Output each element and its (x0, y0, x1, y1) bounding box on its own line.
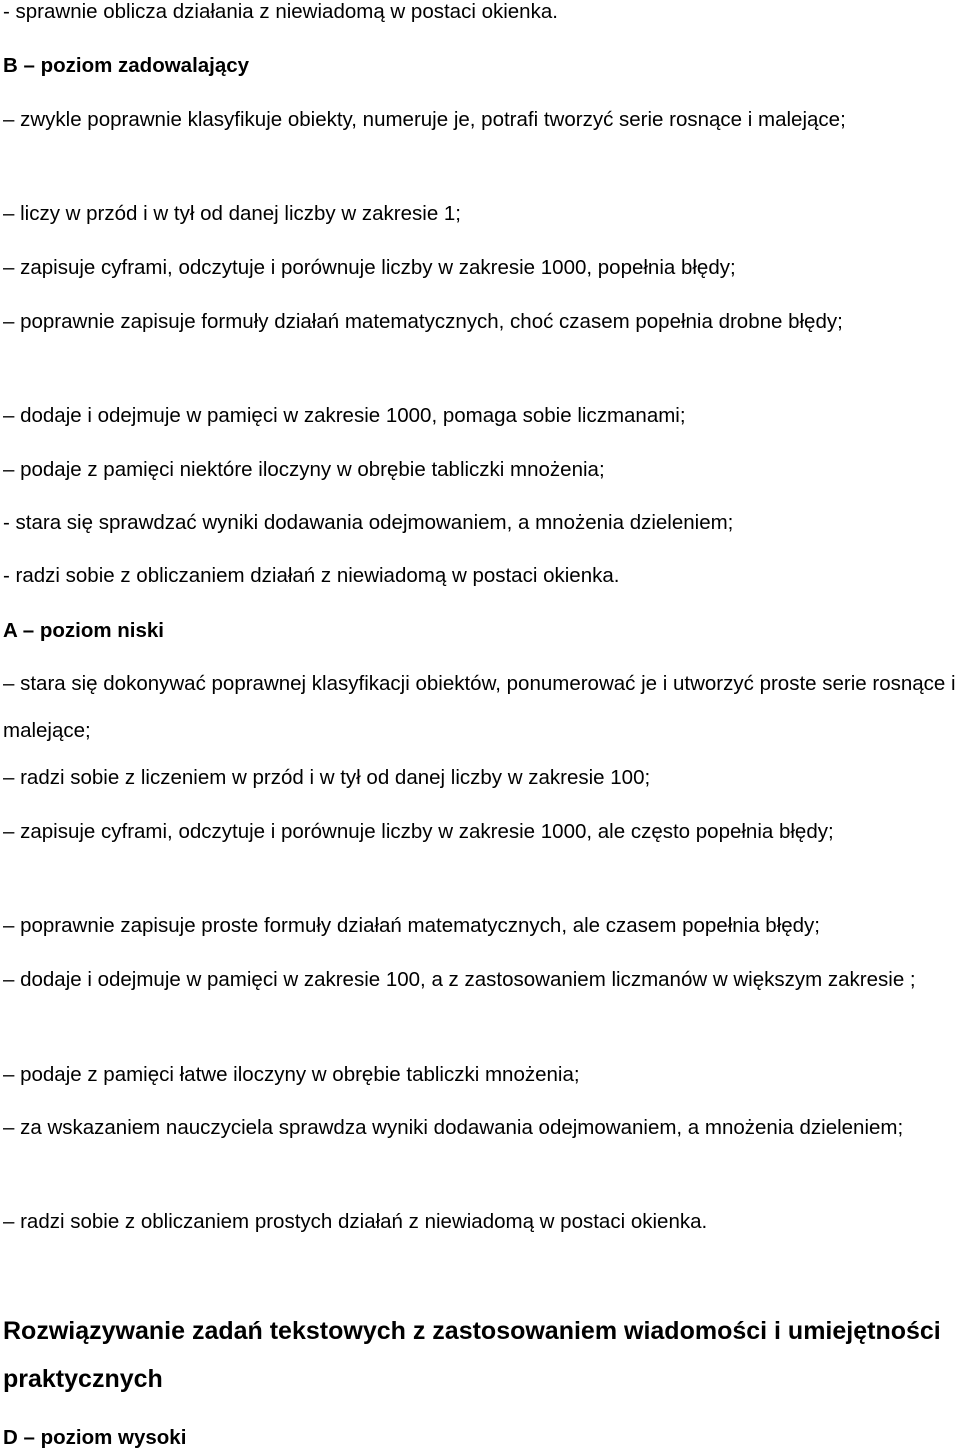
level-a-item-8: – radzi sobie z obliczaniem prostych działań z niewiadomą w postaci okienka. (3, 1210, 708, 1233)
level-a-item-1: – stara się dokonywać poprawnej klasyfikacji obiektów, ponumerować je i utworzyć proste serie rosnące i malejące; (3, 672, 956, 742)
level-b-item-2: – liczy w przód i w tył od danej liczby w zakresie 1; (3, 202, 462, 225)
level-a-item-4: – poprawnie zapisuje proste formuły działań matematycznych, ale czasem popełnia błędy; (3, 914, 821, 937)
level-a-item-3: – zapisuje cyframi, odczytuje i porównuje liczby w zakresie 1000, ale często popełnia błędy; (3, 820, 834, 843)
level-b-item-5: – dodaje i odejmuje w pamięci w zakresie 1000, pomaga sobie liczmanami; (3, 404, 686, 427)
level-b-item-1: – zwykle poprawnie klasyfikuje obiekty, numeruje je, potrafi tworzyć serie rosnące i malejące; (3, 108, 846, 131)
level-b-item-7: - stara się sprawdzać wyniki dodawania odejmowaniem, a mnożenia dzieleniem; (3, 511, 734, 534)
level-a-item-7: – za wskazaniem nauczyciela sprawdza wyniki dodawania odejmowaniem, a mnożenia dzieleniem; (3, 1116, 904, 1139)
level-b-item-6: – podaje z pamięci niektóre iloczyny w obrębie tabliczki mnożenia; (3, 458, 605, 481)
section-title: Rozwiązywanie zadań tekstowych z zastosowaniem wiadomości i umiejętności praktycznych (3, 1317, 941, 1393)
level-a-heading: A – poziom niski (3, 619, 164, 642)
level-b-heading: B – poziom zadowalający (3, 54, 250, 77)
level-a-item-6: – podaje z pamięci łatwe iloczyny w obrębie tabliczki mnożenia; (3, 1063, 580, 1086)
level-d-heading: D – poziom wysoki (3, 1426, 187, 1449)
level-a-item-5: – dodaje i odejmuje w pamięci w zakresie 100, a z zastosowaniem liczmanów w większym zakresie ; (3, 968, 916, 991)
level-b-item-8: - radzi sobie z obliczaniem działań z niewiadomą w postaci okienka. (3, 564, 620, 587)
level-b-item-4: – poprawnie zapisuje formuły działań matematycznych, choć czasem popełnia drobne błędy; (3, 310, 843, 333)
level-a-item-2: – radzi sobie z liczeniem w przód i w tył od danej liczby w zakresie 100; (3, 766, 651, 789)
paragraph-top-line: - sprawnie oblicza działania z niewiadomą w postaci okienka. (3, 0, 558, 23)
level-b-item-3: – zapisuje cyframi, odczytuje i porównuje liczby w zakresie 1000, popełnia błędy; (3, 256, 736, 279)
